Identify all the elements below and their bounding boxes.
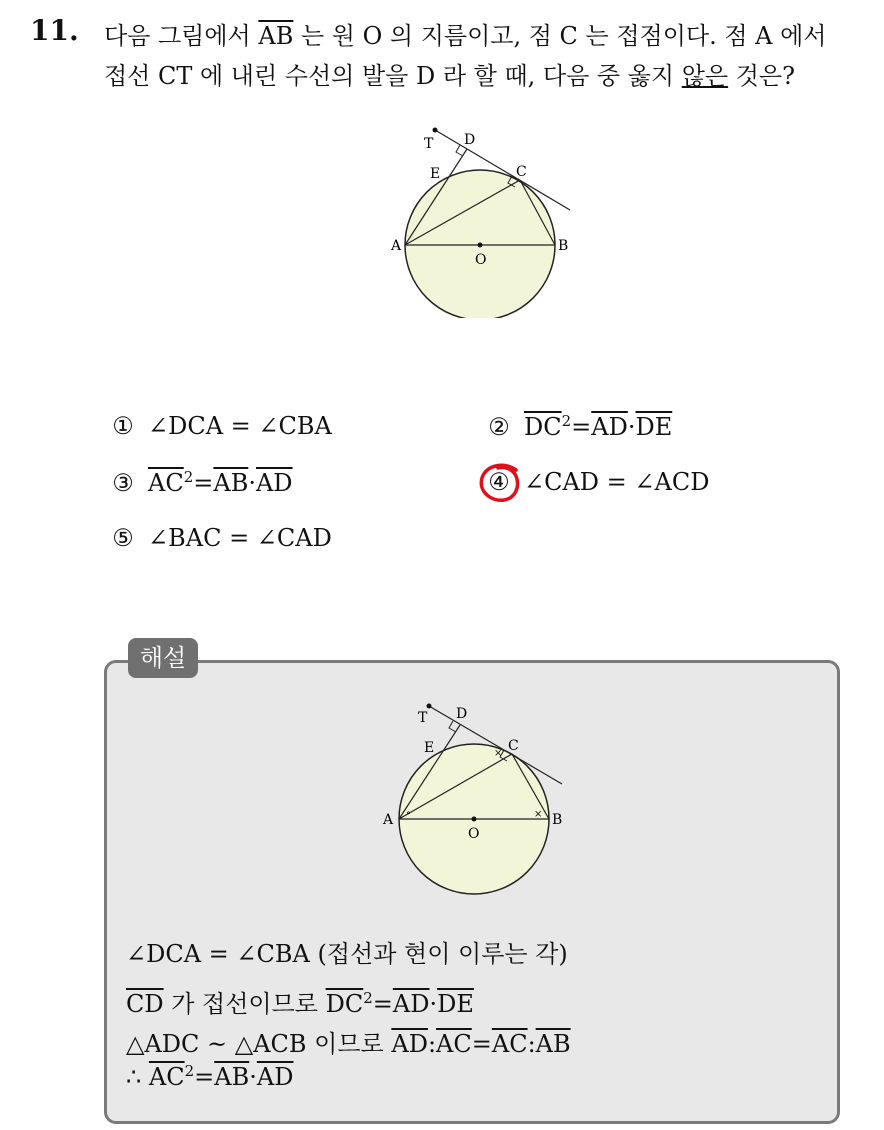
label-t: T xyxy=(418,710,428,726)
solution-figure xyxy=(374,698,574,898)
therefore-sign: ∴ xyxy=(126,1063,149,1091)
choice-mark: ② xyxy=(488,413,510,441)
exponent: 2 xyxy=(183,468,194,486)
segment-ab: $\overline{AB}$ xyxy=(214,1063,250,1091)
dot-sign: · xyxy=(248,469,256,497)
question-text: 것은? xyxy=(728,62,795,90)
choice-text: ∠BAC = ∠CAD xyxy=(148,524,332,552)
choice-mark-glyph: ④ xyxy=(488,468,510,496)
choice-1[interactable] xyxy=(110,412,332,440)
label-a: A xyxy=(383,812,394,828)
point-t xyxy=(433,128,438,133)
solution-line-4 xyxy=(126,1062,293,1091)
dot-sign: · xyxy=(249,1063,257,1091)
choice-mark: ① xyxy=(112,412,134,440)
segment-ad: $\overline{AD}$ xyxy=(392,990,430,1018)
segment-ad: $\overline{AD}$ xyxy=(591,413,628,441)
solution-line-2 xyxy=(126,984,474,1019)
center-o xyxy=(472,817,477,822)
segment-dc: $\overline{DC}$ xyxy=(524,413,562,441)
segment-ac: $\overline{AC}$ xyxy=(148,1063,185,1091)
choice-5[interactable] xyxy=(110,524,332,552)
label-e: E xyxy=(430,166,441,182)
exponent: 2 xyxy=(561,412,572,430)
segment-ab: $\overline{AB}$ xyxy=(213,469,249,497)
angle-mark-cross: × xyxy=(494,748,503,759)
answer-circle-icon xyxy=(476,460,524,506)
segment-ac: $\overline{AC}$ xyxy=(491,1030,528,1058)
solution-text: △ADC ~ △ACB 이므로 xyxy=(126,1030,392,1058)
segment-ab: $\overline{AB}$ xyxy=(535,1030,571,1058)
equals-sign: = xyxy=(471,1030,492,1058)
choice-text: ∠CAD = ∠ACD xyxy=(524,468,710,496)
point-t xyxy=(427,704,432,709)
label-e: E xyxy=(424,740,435,756)
choice-4[interactable] xyxy=(486,468,709,496)
segment-de: $\overline{DE}$ xyxy=(635,413,673,441)
question-text: 는 원 O 의 지름이고, 점 C 는 접점이다. 점 A 에서 xyxy=(293,22,827,50)
label-b: B xyxy=(558,238,569,254)
segment-ac: $\overline{AC}$ xyxy=(436,1030,472,1058)
colon-sign: : xyxy=(527,1030,536,1058)
dot-sign: · xyxy=(429,990,438,1018)
emphasis-text: 않은 xyxy=(681,62,729,90)
segment-ab: $\overline{AB}$ xyxy=(258,22,294,50)
segment-ac: $\overline{AC}$ xyxy=(148,469,184,497)
segment-ad: $\overline{AD}$ xyxy=(391,1030,428,1058)
angle-mark-circle: ∘ xyxy=(406,808,411,819)
label-o: O xyxy=(468,826,480,842)
equals-sign: = xyxy=(372,990,393,1018)
equals-sign: = xyxy=(571,413,592,441)
solution-text: 가 접선이므로 xyxy=(163,990,326,1018)
label-d: D xyxy=(456,706,468,722)
colon-sign: : xyxy=(427,1030,437,1058)
choice-mark: ③ xyxy=(112,469,134,497)
center-o xyxy=(478,243,483,248)
label-o: O xyxy=(475,252,487,268)
solution-line-3 xyxy=(126,1024,571,1059)
angle-mark-cross: × xyxy=(534,809,543,820)
label-b: B xyxy=(552,812,563,828)
label-a: A xyxy=(391,238,402,254)
solution-text: ∠DCA = ∠CBA (접선과 현이 이루는 각) xyxy=(126,940,568,968)
question-text: 다음 그림에서 xyxy=(104,22,259,50)
choice-mark: ⑤ xyxy=(112,524,134,552)
solution-label: 해설 xyxy=(128,638,198,678)
segment-cd: $\overline{CD}$ xyxy=(126,990,164,1018)
exponent: 2 xyxy=(184,1062,195,1080)
segment-ad: $\overline{AD}$ xyxy=(256,1063,294,1091)
dot-sign: · xyxy=(627,413,636,441)
choice-text: ∠DCA = ∠CBA xyxy=(148,412,332,440)
equals-sign: = xyxy=(194,1063,215,1091)
label-d: D xyxy=(464,132,476,148)
segment-ad: $\overline{AD}$ xyxy=(255,469,293,497)
choice-3[interactable] xyxy=(110,468,293,497)
question-number: 11. xyxy=(30,14,79,47)
segment-dc: $\overline{DC}$ xyxy=(325,990,364,1018)
label-c: C xyxy=(508,738,519,754)
equals-sign: = xyxy=(193,469,214,497)
question-line-1 xyxy=(104,16,826,51)
label-c: C xyxy=(516,164,527,180)
question-figure xyxy=(380,118,580,318)
solution-line-1 xyxy=(126,934,568,969)
choice-mark xyxy=(486,468,512,496)
exponent: 2 xyxy=(363,989,373,1007)
right-angle-d xyxy=(449,721,456,732)
choice-2[interactable] xyxy=(486,412,672,441)
label-t: T xyxy=(424,136,434,152)
question-text: 접선 CT 에 내린 수선의 발을 D 라 할 때, 다음 중 옳지 xyxy=(104,62,682,90)
segment-de: $\overline{DE}$ xyxy=(437,990,474,1018)
question-line-2 xyxy=(104,56,795,91)
